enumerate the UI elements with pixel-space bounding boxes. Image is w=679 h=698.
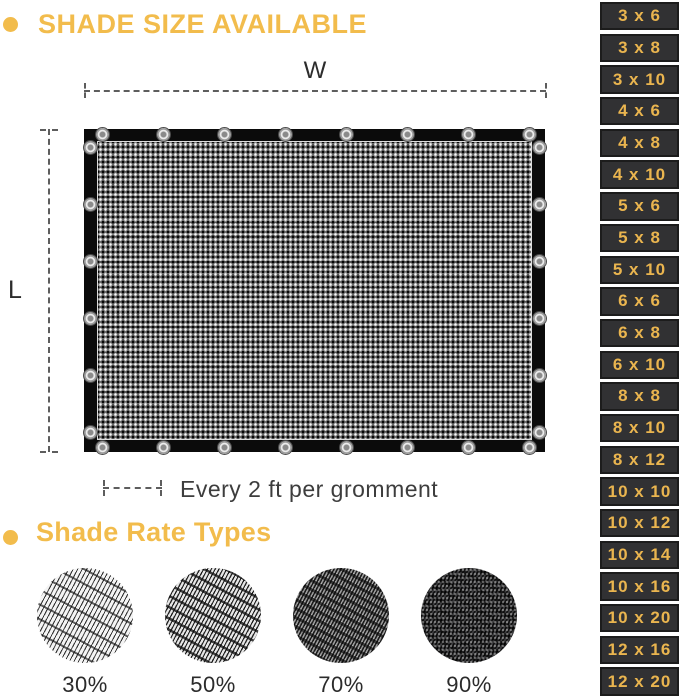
size-option[interactable] (600, 2, 679, 30)
size-option-label: 6 x 8 (618, 323, 661, 343)
shade-rate-item (421, 568, 517, 698)
shade-rate-item (165, 568, 261, 698)
size-option-label: 10 x 14 (607, 544, 672, 564)
grommet-icon (157, 441, 170, 454)
size-option[interactable] (600, 604, 679, 632)
grommet-icon (279, 128, 292, 141)
size-option-label: 6 x 6 (618, 291, 661, 311)
shade-rate-percent: 90% (446, 672, 492, 697)
shade-mesh-sample-icon (293, 568, 389, 663)
size-option[interactable] (600, 256, 679, 284)
grommet-icon (533, 198, 546, 211)
grommet-icon (340, 441, 353, 454)
grommet-icon (462, 441, 475, 454)
size-option[interactable] (600, 97, 679, 125)
size-option[interactable] (600, 129, 679, 157)
grommet-spacing-note: Every 2 ft per gromment (180, 476, 439, 502)
size-option[interactable] (600, 34, 679, 62)
size-option[interactable] (600, 319, 679, 347)
size-option-label: 8 x 8 (618, 386, 661, 406)
grommet-icon (96, 441, 109, 454)
size-option[interactable] (600, 192, 679, 220)
grommet-icon (523, 128, 536, 141)
size-option[interactable] (600, 667, 679, 695)
size-option[interactable] (600, 65, 679, 93)
width-dimension-label: W (303, 57, 327, 84)
grommet-icon (533, 426, 546, 439)
grommet-icon (84, 426, 97, 439)
grommet-icon (533, 141, 546, 154)
grommet-icon (533, 369, 546, 382)
width-dimension-line (84, 90, 546, 92)
rate-heading-bullet-icon (3, 530, 18, 545)
grommet-icon (84, 369, 97, 382)
grommet-ruler-tick-right (160, 480, 162, 496)
size-option[interactable] (600, 351, 679, 379)
shade-rate-percent: 30% (62, 672, 108, 697)
grommet-icon (218, 441, 231, 454)
size-option-label: 10 x 12 (607, 513, 672, 533)
size-option[interactable] (600, 572, 679, 600)
grommet-icon (279, 441, 292, 454)
size-option-label: 3 x 6 (618, 6, 661, 26)
size-option-label: 10 x 20 (607, 608, 672, 628)
size-option-label: 6 x 10 (612, 354, 667, 374)
shade-tarp-diagram (84, 129, 545, 452)
size-option[interactable] (600, 477, 679, 505)
size-option[interactable] (600, 287, 679, 315)
size-option-label: 5 x 6 (618, 196, 661, 216)
size-option[interactable] (600, 636, 679, 664)
size-option-label: 4 x 6 (618, 101, 661, 121)
grommet-icon (84, 141, 97, 154)
grommet-icon (533, 255, 546, 268)
size-option-label: 10 x 16 (607, 576, 672, 596)
shade-rate-percent: 70% (318, 672, 364, 697)
shade-rate-item (293, 568, 389, 698)
size-option-label: 8 x 10 (612, 418, 667, 438)
size-option[interactable] (600, 446, 679, 474)
shade-rate-percent: 50% (190, 672, 236, 697)
size-option[interactable] (600, 382, 679, 410)
shade-rate-row (37, 568, 517, 698)
size-option-label: 8 x 12 (612, 449, 667, 469)
shade-mesh-sample-icon (421, 568, 517, 663)
grommet-icon (340, 128, 353, 141)
size-option[interactable] (600, 414, 679, 442)
size-option-label: 5 x 10 (612, 259, 667, 279)
grommet-icon (157, 128, 170, 141)
grommet-icon (96, 128, 109, 141)
grommet-icon (84, 255, 97, 268)
size-list (600, 0, 679, 698)
page-title: SHADE SIZE AVAILABLE (38, 9, 368, 39)
width-dimension-tick-right (545, 83, 547, 98)
length-dimension-label: L (8, 276, 22, 304)
size-option-label: 4 x 10 (612, 164, 667, 184)
grommet-icon (401, 128, 414, 141)
grommet-icon (462, 128, 475, 141)
length-dimension-line (48, 129, 50, 452)
grommet-icon (533, 312, 546, 325)
shade-mesh-sample-icon (165, 568, 261, 663)
size-option-label: 10 x 10 (607, 481, 672, 501)
width-dimension-tick-left (84, 83, 86, 98)
shade-rate-item (37, 568, 133, 698)
size-option[interactable] (600, 160, 679, 188)
size-option[interactable] (600, 224, 679, 252)
title-bullet-icon (3, 17, 18, 32)
grommet-ruler-line (103, 487, 162, 489)
size-option-label: 4 x 8 (618, 132, 661, 152)
size-option-label: 3 x 10 (612, 69, 667, 89)
size-option[interactable] (600, 541, 679, 569)
size-option-label: 3 x 8 (618, 37, 661, 57)
grommet-icon (84, 198, 97, 211)
size-option[interactable] (600, 509, 679, 537)
grommet-icon (218, 128, 231, 141)
size-option-label: 5 x 8 (618, 228, 661, 247)
size-option-label: 12 x 20 (607, 671, 672, 691)
tarp-mesh-texture (97, 141, 532, 440)
shade-mesh-sample-icon (37, 568, 133, 663)
length-dimension-tick-bottom (40, 451, 58, 453)
grommet-icon (523, 441, 536, 454)
shade-rate-heading: Shade Rate Types (36, 517, 272, 547)
grommet-icon (401, 441, 414, 454)
grommet-icon (84, 312, 97, 325)
size-option-label: 12 x 16 (607, 639, 672, 659)
length-dimension-tick-top (40, 129, 58, 131)
